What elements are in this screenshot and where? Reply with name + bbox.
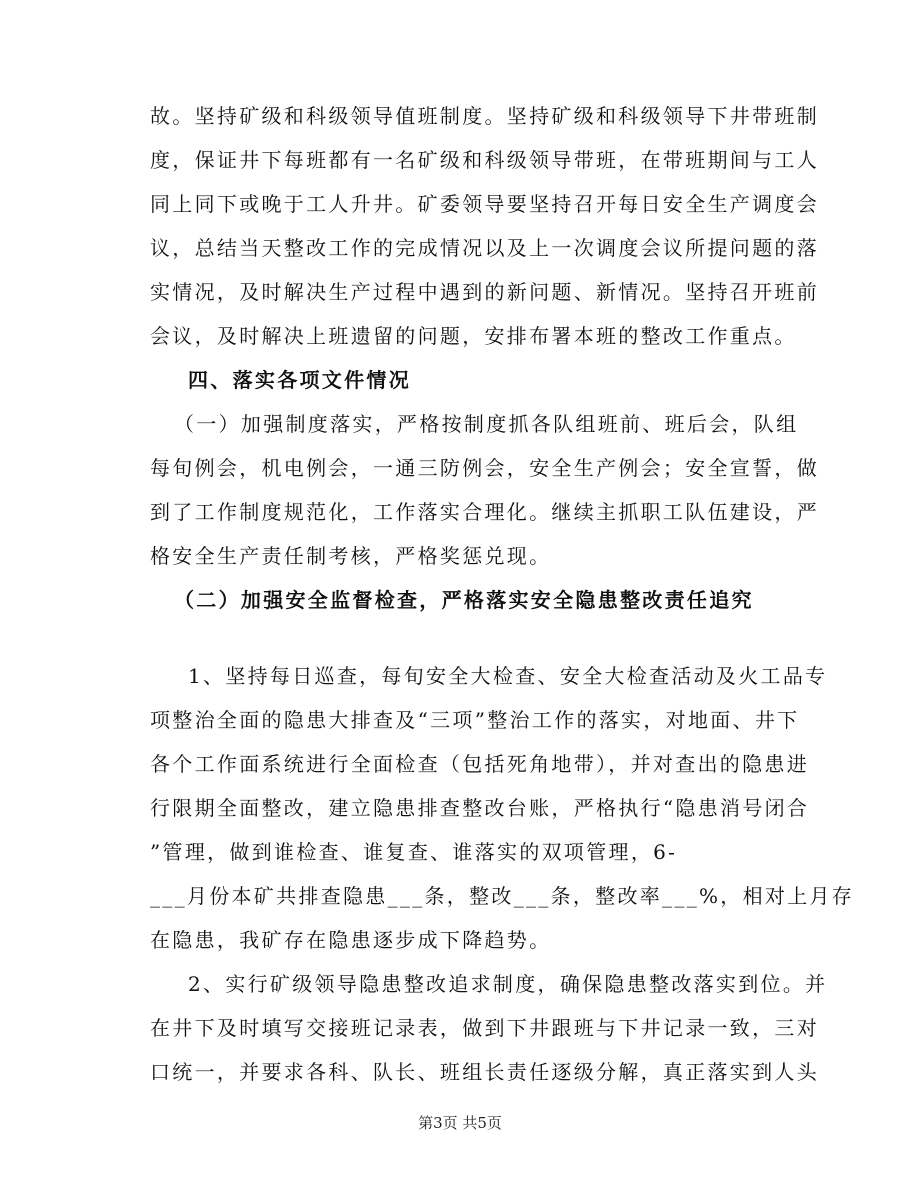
body-text-line: 项整治全面的隐患大排查及“三项”整治工作的落实，对地面、井下	[150, 708, 800, 732]
body-text-line: 会议，及时解决上班遗留的问题，安排布署本班的整改工作重点。	[150, 324, 797, 348]
body-text-line: 2、实行矿级领导隐患整改追求制度，确保隐患整改落实到位。并	[188, 972, 828, 996]
body-text-line: 在井下及时填写交接班记录表，做到下井跟班与下井记录一致，三对	[150, 1016, 819, 1040]
body-text-line: 在隐患，我矿存在隐患逐步成下降趋势。	[150, 928, 552, 952]
page-number-footer: 第3页 共5页	[418, 1114, 502, 1132]
body-text-line: 到了工作制度规范化，工作落实合理化。继续主抓职工队伍建设，严	[150, 500, 819, 524]
body-text-line: 同上同下或晚于工人升井。矿委领导要坚持召开每日安全生产调度会	[150, 192, 819, 216]
body-text-line: 每旬例会，机电例会，一通三防例会，安全生产例会；安全宣誓，做	[150, 456, 819, 480]
body-text-line: 口统一，并要求各科、队长、班组长责任逐级分解，真正落实到人头	[150, 1060, 819, 1084]
body-text-line: 1、坚持每日巡查，每旬安全大检查、安全大检查活动及火工品专	[188, 664, 828, 688]
body-text-line: 各个工作面系统进行全面检查（包括死角地带），并对查出的隐患进	[150, 752, 809, 776]
body-text-line: 实情况，及时解决生产过程中遇到的新问题、新情况。坚持召开班前	[150, 280, 819, 304]
body-text-line: ”管理，做到谁检查、谁复查、谁落实的双项管理，6-	[150, 840, 678, 864]
body-text-line: 格安全生产责任制考核，严格奖惩兑现。	[150, 544, 552, 568]
body-text-line: 故。坚持矿级和科级领导值班制度。坚持矿级和科级领导下井带班制	[150, 104, 819, 128]
section-heading: 四、落实各项文件情况	[188, 368, 411, 392]
body-text-line: 议，总结当天整改工作的完成情况以及上一次调度会议所提问题的落	[150, 236, 819, 260]
body-text-line: 度，保证井下每班都有一名矿级和科级领导带班，在带班期间与工人	[150, 148, 819, 172]
body-text-line: （一）加强制度落实，严格按制度抓各队组班前、班后会，队组	[174, 412, 799, 436]
subsection-heading: （二）加强安全监督检查，严格落实安全隐患整改责任追究	[174, 588, 754, 612]
body-text-line: 行限期全面整改，建立隐患排查整改台账，严格执行“隐患消号闭合	[150, 796, 810, 820]
body-text-line: ___月份本矿共排查隐患___条，整改___条，整改率___%，相对上月存	[150, 884, 855, 908]
